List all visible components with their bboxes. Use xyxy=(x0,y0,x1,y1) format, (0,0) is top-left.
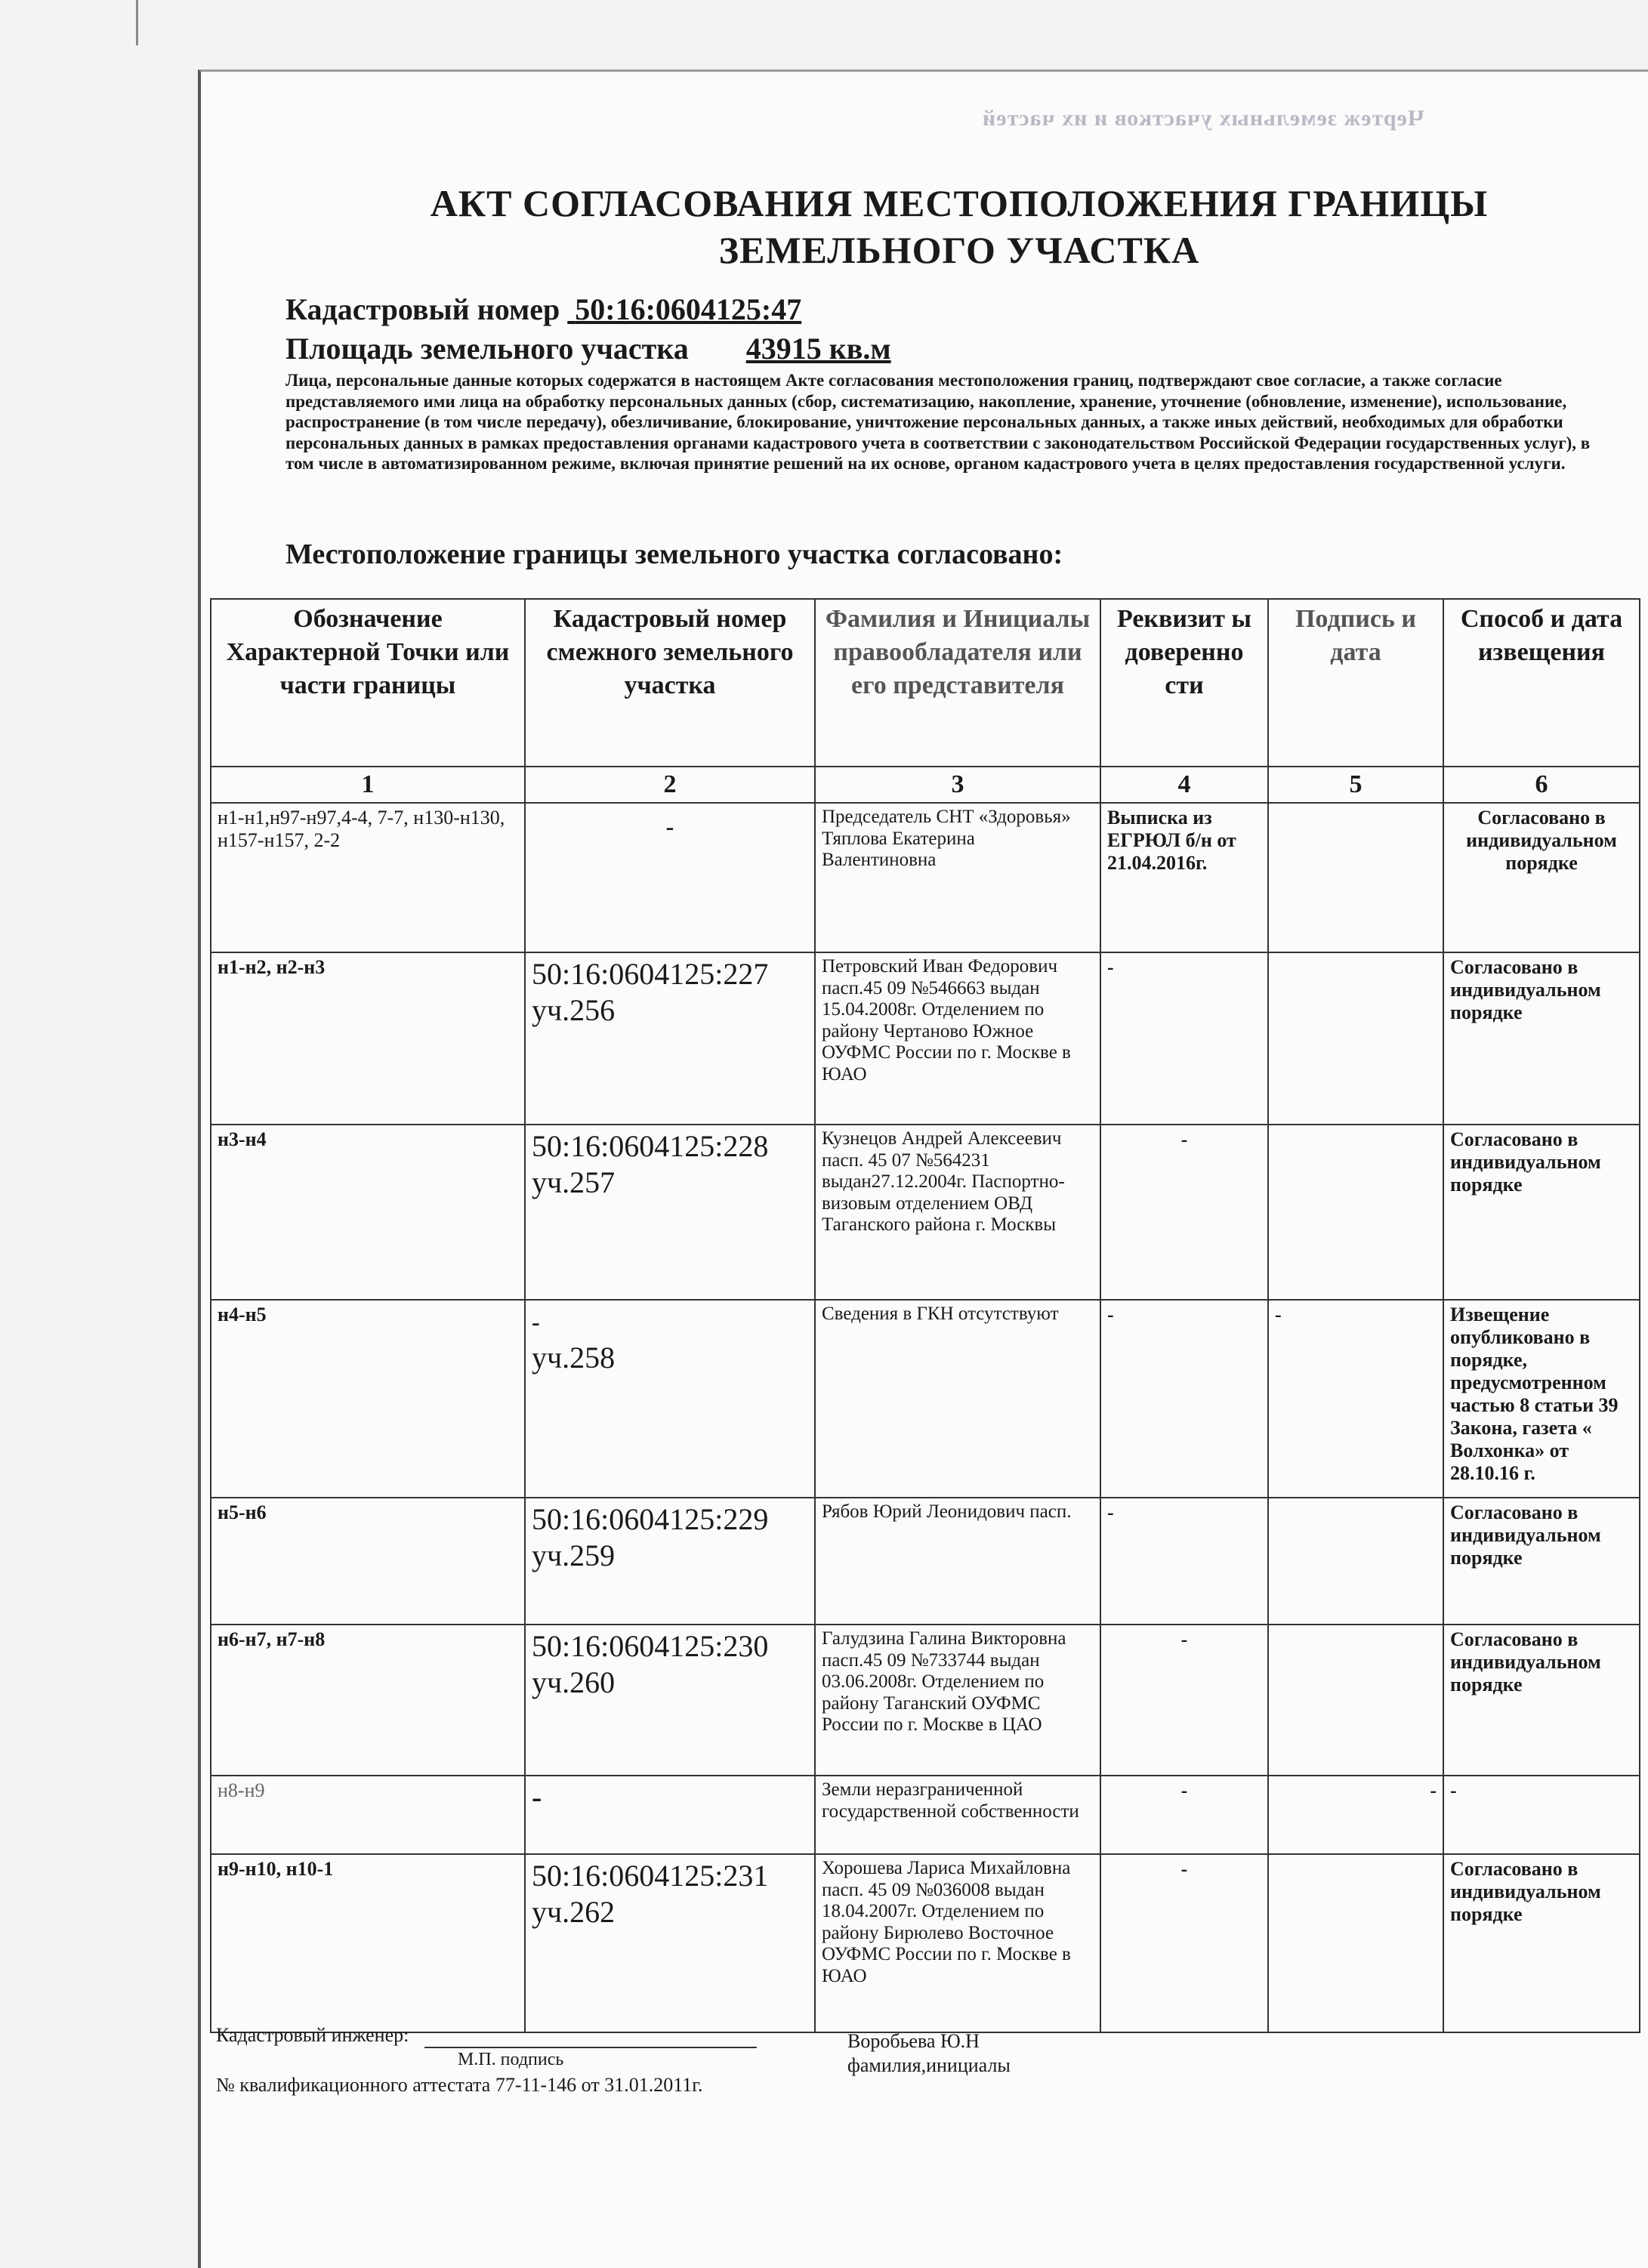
col-number: 2 xyxy=(525,767,815,803)
row-owner: Рябов Юрий Леонидович пасп. xyxy=(815,1498,1100,1625)
header-proxy: Реквизит ы доверенно сти xyxy=(1100,599,1268,767)
title-line-2: ЗЕМЕЛЬНОГО УЧАСТКА xyxy=(718,229,1200,271)
cadastral-number-value: 50:16:0604125:47 xyxy=(575,292,802,326)
header-notice: Способ и дата извещения xyxy=(1443,599,1640,767)
col-number: 5 xyxy=(1268,767,1443,803)
engineer-label: Кадастровый инженер: xyxy=(216,2024,409,2046)
row-signature xyxy=(1268,1854,1443,2032)
signature-line xyxy=(424,2047,757,2048)
bleed-through-header: Чертеж земельных участков и их частей xyxy=(982,106,1424,131)
row-cadastral: - уч.258 xyxy=(525,1300,815,1498)
row-signature xyxy=(1268,1125,1443,1300)
row-owner: Председатель СНТ «Здоровья» Тяплова Екатерина Валентиновна xyxy=(815,803,1100,952)
header-points: Обозначение Характерной Точки или части границы xyxy=(211,599,525,767)
header-owner: Фамилия и Инициалы правообладателя или его представителя xyxy=(815,599,1100,767)
col-number: 4 xyxy=(1100,767,1268,803)
table-row xyxy=(211,952,1640,1125)
row-cadastral: - xyxy=(525,1776,815,1854)
row-cadastral: 50:16:0604125:227 уч.256 xyxy=(525,952,815,1125)
col-number: 1 xyxy=(211,767,525,803)
engineer-name: Воробьева Ю.Н xyxy=(847,2030,980,2052)
row-proxy: - xyxy=(1100,1125,1268,1300)
row-points: н1-н1,н97-н97,4-4, 7-7, н130-н130, н157-н157, 2-2 xyxy=(211,803,525,952)
row-notice: Согласовано в индивидуальном порядке xyxy=(1443,1498,1640,1625)
row-cadastral: 50:16:0604125:229 уч.259 xyxy=(525,1498,815,1625)
plot-area-line xyxy=(285,331,891,366)
document-title xyxy=(393,180,1526,273)
table-row xyxy=(211,1498,1640,1625)
row-proxy: - xyxy=(1100,1300,1268,1498)
row-proxy: - xyxy=(1100,1776,1268,1854)
table-row xyxy=(211,1125,1640,1300)
column-number-row xyxy=(211,767,1640,803)
plot-area-label: Площадь земельного участка xyxy=(285,332,689,366)
row-proxy: - xyxy=(1100,952,1268,1125)
row-owner: Хорошева Лариса Михайловна пасп. 45 09 №036008 выдан 18.04.2007г. Отделением по району Бирюлево Восточное ОУФМС России по г. Москве в ЮАО xyxy=(815,1854,1100,2032)
header-cadastral: Кадастровый номер смежного земельного участка xyxy=(525,599,815,767)
row-owner: Кузнецов Андрей Алексеевич пасп. 45 07 №564231 выдан27.12.2004г. Паспортно-визовым отделением ОВД Таганского района г. Москвы xyxy=(815,1125,1100,1300)
name-caption: фамилия,инициалы xyxy=(847,2054,1011,2076)
table-row xyxy=(211,1625,1640,1776)
row-signature xyxy=(1268,1625,1443,1776)
row-signature xyxy=(1268,803,1443,952)
row-notice: Согласовано в индивидуальном порядке xyxy=(1443,1625,1640,1776)
row-cadastral: 50:16:0604125:230 уч.260 xyxy=(525,1625,815,1776)
stamp-signature-caption: М.П. подпись xyxy=(458,2050,564,2069)
row-notice: Извещение опубликовано в порядке, предусмотренном частью 8 статьи 39 Закона, газета « Волхонка» от 28.10.16 г. xyxy=(1443,1300,1640,1498)
certificate-number: № квалификационного аттестата 77-11-146 от 31.01.2011г. xyxy=(216,2074,703,2096)
table-row xyxy=(211,1776,1640,1854)
row-signature: - xyxy=(1268,1776,1443,1854)
row-cadastral: 50:16:0604125:231 уч.262 xyxy=(525,1854,815,2032)
row-proxy: - xyxy=(1100,1854,1268,2032)
row-owner: Сведения в ГКН отсутствуют xyxy=(815,1300,1100,1498)
table-row xyxy=(211,803,1640,952)
row-points: н3-н4 xyxy=(211,1125,525,1300)
personal-data-consent: Лица, персональные данные которых содержатся в настоящем Акте согласования местоположения границ, подтверждают свое согласие, а также согласие представляемого ими лица на обработку персональных данных (сбор, систематизацию, накопление, хранение, уточнение (обновление, изменение), использование, распространение (в том числе передачу), обезличивание, блокирование, уничтожение персональных данных, а также иных действий, необходимых для обработки персональных данных в рамках предоставления органами кадастрового учета в соответствии с законодательством Российской Федерации государственных услуг), в том числе в автоматизированном режиме, включая принятие решений на их основе, органом кадастрового учета в целях предоставления государственной услуги. xyxy=(285,371,1591,473)
row-cadastral: - xyxy=(525,803,815,952)
row-points: н4-н5 xyxy=(211,1300,525,1498)
col-number: 6 xyxy=(1443,767,1640,803)
row-notice: Согласовано в индивидуальном порядке xyxy=(1443,1854,1640,2032)
scan-edge-line xyxy=(136,0,138,45)
row-notice: - xyxy=(1443,1776,1640,1854)
title-line-1: АКТ СОГЛАСОВАНИЯ МЕСТОПОЛОЖЕНИЯ ГРАНИЦЫ xyxy=(430,182,1489,224)
row-points: н6-н7, н7-н8 xyxy=(211,1625,525,1776)
agreed-heading: Местоположение границы земельного участка согласовано: xyxy=(285,538,1063,570)
row-signature xyxy=(1268,952,1443,1125)
row-owner: Петровский Иван Федорович пасп.45 09 №546663 выдан 15.04.2008г. Отделением по району Чертаново Южное ОУФМС России по г. Москве в ЮАО xyxy=(815,952,1100,1125)
row-proxy: Выписка из ЕГРЮЛ б/н от 21.04.2016г. xyxy=(1100,803,1268,952)
row-points: н8-н9 xyxy=(211,1776,525,1854)
row-proxy: - xyxy=(1100,1498,1268,1625)
cadastral-number-line xyxy=(285,292,801,327)
row-points: н9-н10, н10-1 xyxy=(211,1854,525,2032)
table-header-row xyxy=(211,599,1640,767)
row-owner: Земли неразграниченной государственной собственности xyxy=(815,1776,1100,1854)
agreement-table xyxy=(210,598,1640,2033)
row-points: н5-н6 xyxy=(211,1498,525,1625)
row-owner: Галудзина Галина Викторовна пасп.45 09 №733744 выдан 03.06.2008г. Отделением по району Таганский ОУФМС России по г. Москве в ЦАО xyxy=(815,1625,1100,1776)
row-notice: Согласовано в индивидуальном порядке xyxy=(1443,803,1640,952)
row-points: н1-н2, н2-н3 xyxy=(211,952,525,1125)
table-row xyxy=(211,1854,1640,2032)
row-cadastral: 50:16:0604125:228 уч.257 xyxy=(525,1125,815,1300)
row-signature xyxy=(1268,1498,1443,1625)
col-number: 3 xyxy=(815,767,1100,803)
row-notice: Согласовано в индивидуальном порядке xyxy=(1443,1125,1640,1300)
cadastral-number-label: Кадастровый номер xyxy=(285,292,560,326)
row-signature: - xyxy=(1268,1300,1443,1498)
plot-area-value: 43915 кв.м xyxy=(745,332,891,366)
header-signature: Подпись и дата xyxy=(1268,599,1443,767)
row-proxy: - xyxy=(1100,1625,1268,1776)
table-row xyxy=(211,1300,1640,1498)
row-notice: Согласовано в индивидуальном порядке xyxy=(1443,952,1640,1125)
